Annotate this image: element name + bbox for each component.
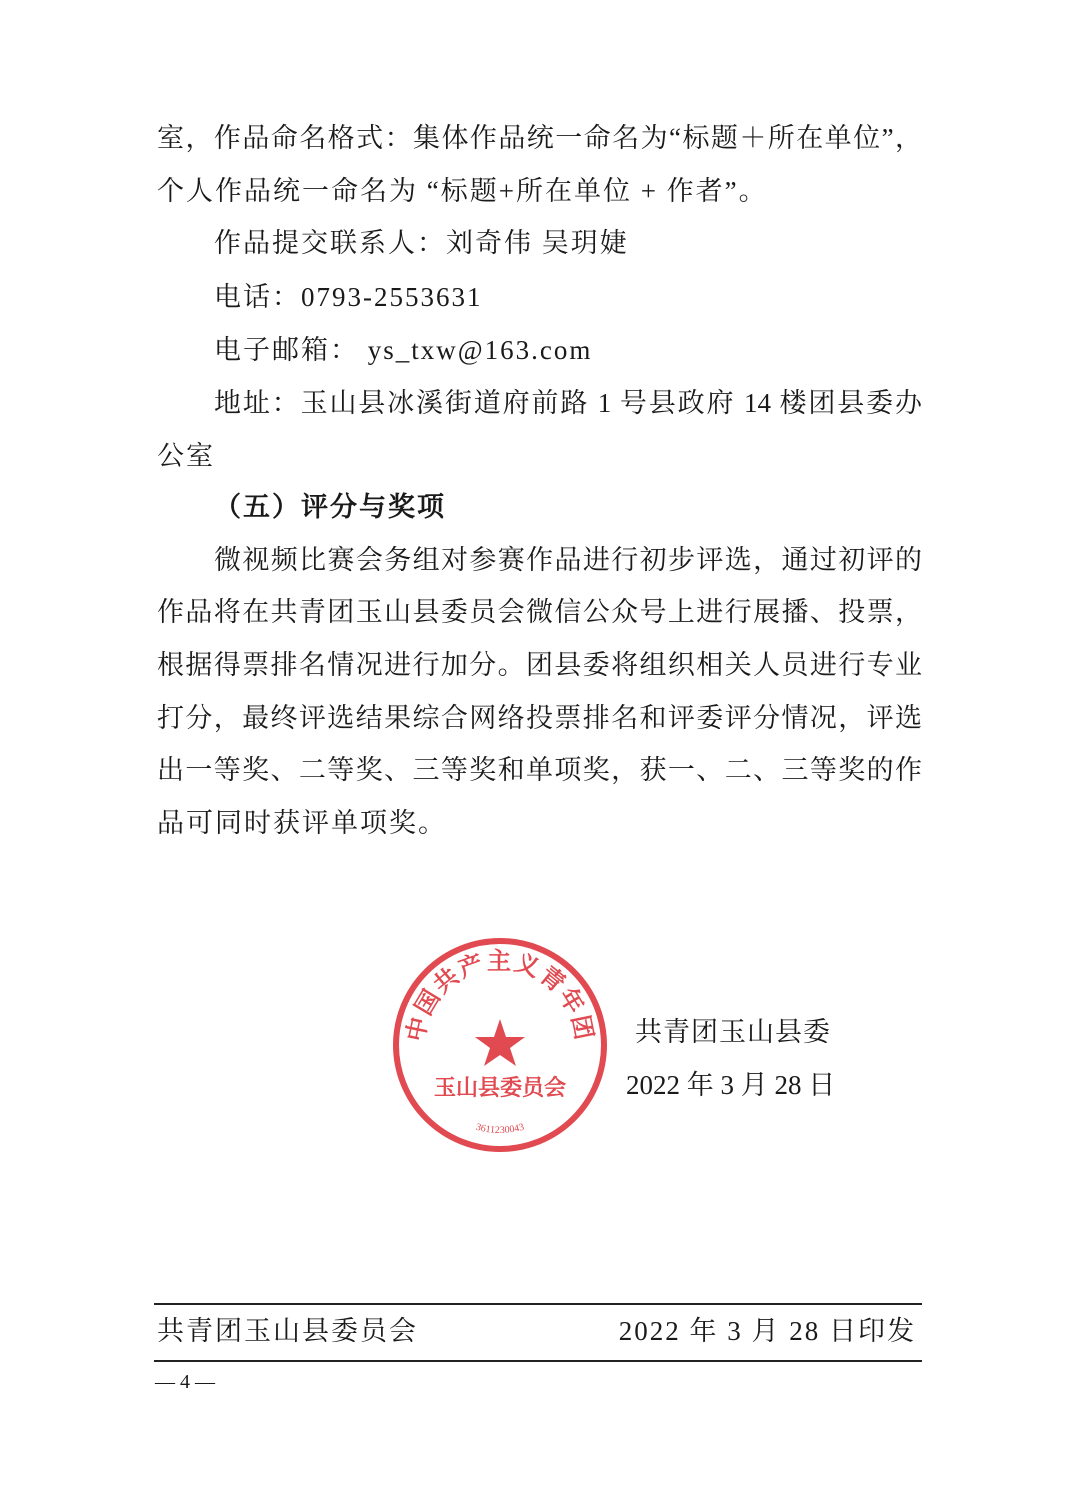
footer-issuer: 共青团玉山县委员会 <box>157 1316 418 1346</box>
section-heading: （五）评分与奖项 <box>214 492 446 522</box>
svg-text:3611230043 <box>475 1122 526 1136</box>
official-seal <box>390 935 610 1155</box>
seal-bottom-text: 玉山县委员会 <box>433 1075 567 1100</box>
body-line: 打分，最终评选结果综合网络投票排名和评委评分情况，评选 <box>157 703 922 733</box>
footer-bottom-rule <box>154 1360 922 1362</box>
body-line: 出一等奖、二等奖、三等奖和单项奖，获一、二、三等奖的作 <box>157 755 922 785</box>
signature-date: 2022 年 3 月 28 日 <box>626 1070 836 1100</box>
body-line: 作品将在共青团玉山县委员会微信公众号上进行展播、投票， <box>157 597 922 627</box>
page-number: — 4 — <box>155 1371 215 1393</box>
body-line: 个人作品统一命名为 “标题+所在单位 + 作者”。 <box>157 176 768 206</box>
seal-code: 3611230043 <box>474 1121 526 1136</box>
body-line: 电子邮箱： ys_txw@163.com <box>214 335 593 365</box>
body-line: 根据得票排名情况进行加分。团县委将组织相关人员进行专业 <box>157 650 922 680</box>
body-line: 公室 <box>157 441 215 471</box>
body-line: 地址：玉山县冰溪街道府前路 1 号县政府 14 楼团县委办 <box>214 388 922 418</box>
star-icon <box>475 1019 525 1066</box>
body-line: 微视频比赛会务组对参赛作品进行初步评选，通过初评的 <box>214 545 922 575</box>
footer-top-rule <box>154 1303 922 1305</box>
body-line: 电话：0793-2553631 <box>214 282 483 312</box>
body-line: 品可同时获评单项奖。 <box>157 808 447 838</box>
signature-org: 共青团玉山县委 <box>635 1017 831 1047</box>
body-line: 室，作品命名格式：集体作品统一命名为“标题＋所在单位”， <box>157 123 922 153</box>
footer-issued-date: 2022 年 3 月 28 日印发 <box>618 1316 916 1346</box>
body-line: 作品提交联系人：刘奇伟 吴玥婕 <box>214 228 629 258</box>
seal-arc-text: 中国共产主义青年团 <box>403 948 597 1044</box>
